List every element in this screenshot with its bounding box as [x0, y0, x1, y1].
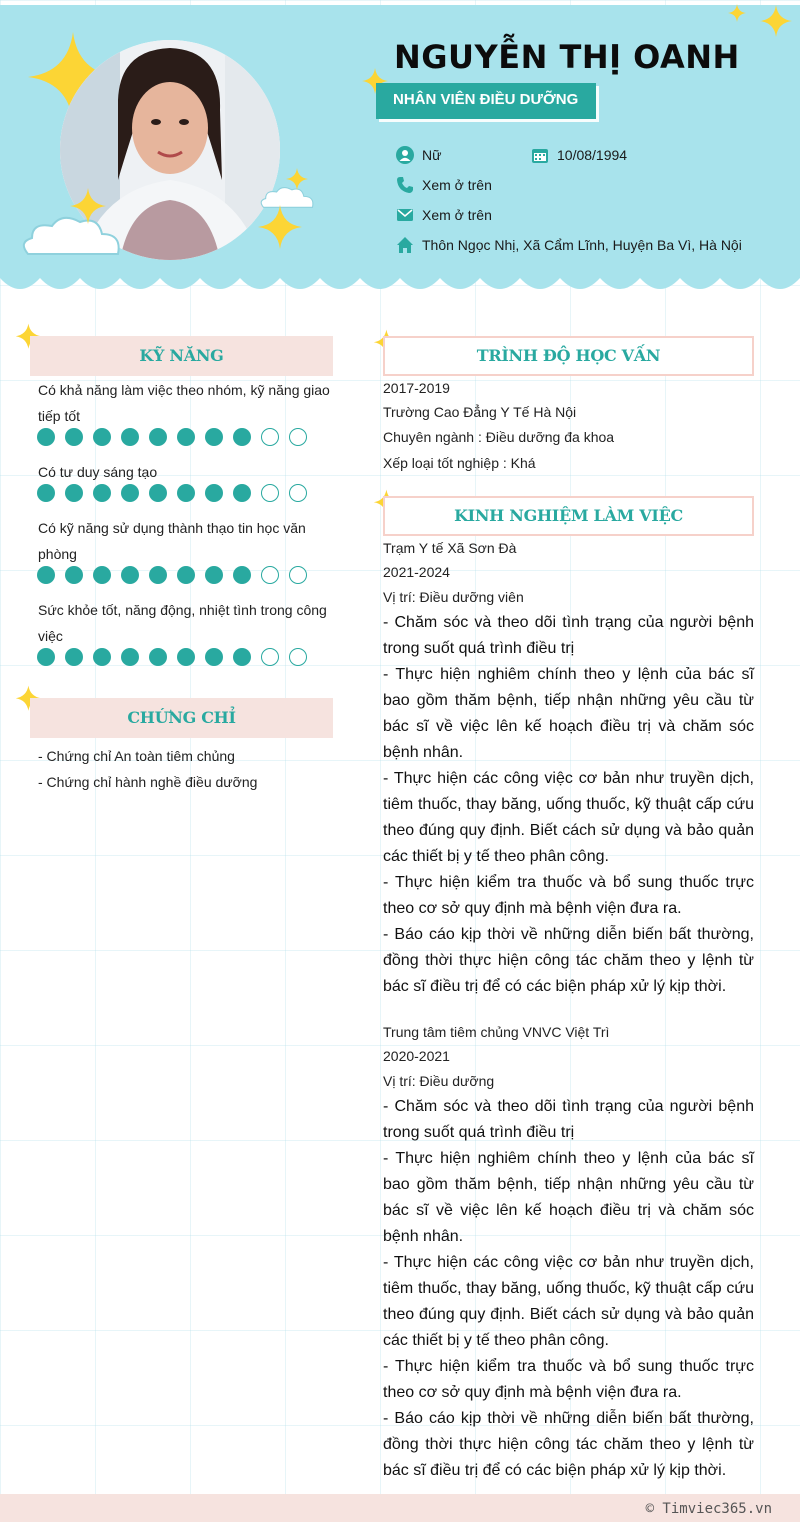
- rating-dot-filled: [149, 484, 167, 502]
- skill-1-line-1: Có khả năng làm việc theo nhóm, kỹ năng giao: [38, 382, 330, 398]
- rating-dot-empty: [261, 484, 279, 502]
- job-2-period: 2020-2021: [383, 1048, 450, 1064]
- sparkle-icon: [70, 188, 106, 224]
- job-2-duty: - Thực hiện các công việc cơ bản như truyền dịch, tiêm thuốc, thay băng, uống thuốc, kỹ thuật cấp cứu theo đúng quy định. Biết cách sử dụng và bảo quản các thiết bị y tế theo phân công.: [383, 1254, 754, 1349]
- email-value[interactable]: Xem ở trên: [422, 207, 492, 223]
- candidate-name: NGUYỄN THỊ OANH: [394, 38, 740, 76]
- rating-dot-filled: [37, 566, 55, 584]
- rating-dot-empty: [261, 566, 279, 584]
- certificate-item: - Chứng chỉ hành nghề điều dưỡng: [38, 774, 258, 790]
- rating-dot-filled: [121, 428, 139, 446]
- skill-1-line-2: tiếp tốt: [38, 408, 81, 424]
- birthday-value: 10/08/1994: [557, 147, 628, 163]
- rating-dot-filled: [121, 648, 139, 666]
- rating-dot-filled: [149, 428, 167, 446]
- calendar-icon: [531, 146, 549, 164]
- rating-dot-empty: [261, 648, 279, 666]
- rating-dot-filled: [65, 484, 83, 502]
- rating-dot-filled: [233, 484, 251, 502]
- rating-dot-filled: [177, 648, 195, 666]
- education-major: Chuyên ngành : Điều dưỡng đa khoa: [383, 429, 615, 445]
- job-2-duty: - Thực hiện kiểm tra thuốc và bổ sung thuốc trực theo cơ sở quy định mà bệnh viện đưa ra.: [383, 1358, 754, 1401]
- rating-dot-filled: [93, 484, 111, 502]
- footer-credit[interactable]: © Timviec365.vn: [645, 1501, 772, 1517]
- sparkle-icon: [760, 5, 792, 37]
- job-1-duty: - Chăm sóc và theo dõi tình trạng của người bệnh trong suốt quá trình điều trị: [383, 614, 754, 657]
- footer: [0, 1494, 800, 1522]
- job-2-company: Trung tâm tiêm chủng VNVC Việt Trì: [383, 1024, 610, 1040]
- sparkle-icon: [286, 168, 308, 190]
- header-scallop-edge: [0, 268, 800, 298]
- job-title: NHÂN VIÊN ĐIỀU DƯỠNG: [376, 83, 596, 119]
- phone-value[interactable]: Xem ở trên: [422, 177, 492, 193]
- education-title: TRÌNH ĐỘ HỌC VẤN: [383, 336, 754, 376]
- rating-dot-filled: [65, 428, 83, 446]
- job-1-duty: - Báo cáo kịp thời về những diễn biến bất thường, đồng thời thực hiện công tác chăm theo y lệnh từ bác sĩ điều trị để có các biện pháp xử lý kịp thời.: [383, 926, 754, 995]
- certificates-title: CHỨNG CHỈ: [30, 698, 333, 738]
- experience-title: KINH NGHIỆM LÀM VIỆC: [383, 496, 754, 536]
- rating-dot-filled: [233, 428, 251, 446]
- rating-dot-filled: [93, 648, 111, 666]
- user-icon: [396, 146, 414, 164]
- rating-dot-filled: [93, 428, 111, 446]
- rating-dot-filled: [149, 566, 167, 584]
- job-2-duty: - Thực hiện nghiêm chính theo y lệnh của bác sĩ bao gồm thăm bệnh, tiếp nhận những yêu cầu từ bác sĩ về việc lên kế hoạch điều trị và chăm sóc bệnh nhân.: [383, 1150, 754, 1245]
- rating-dot-filled: [205, 484, 223, 502]
- rating-dot-filled: [233, 648, 251, 666]
- skill-2-line-1: Có tư duy sáng tạo: [38, 464, 158, 480]
- rating-dot-empty: [289, 566, 307, 584]
- skill-4-line-2: việc: [38, 628, 63, 644]
- job-1-company: Trạm Y tế Xã Sơn Đà: [383, 540, 517, 556]
- rating-dot-filled: [205, 566, 223, 584]
- skill-3-line-1: Có kỹ năng sử dụng thành thạo tin học văn: [38, 520, 306, 536]
- rating-dot-filled: [37, 648, 55, 666]
- rating-dot-filled: [177, 428, 195, 446]
- gender-value: Nữ: [422, 147, 442, 163]
- rating-dot-filled: [233, 566, 251, 584]
- rating-dot-empty: [289, 648, 307, 666]
- job-1-duty: - Thực hiện các công việc cơ bản như truyền dịch, tiêm thuốc, thay băng, uống thuốc, kỹ thuật cấp cứu theo đúng quy định. Biết cách sử dụng và bảo quản các thiết bị y tế theo phân công.: [383, 770, 754, 865]
- rating-dot-filled: [121, 484, 139, 502]
- job-2-duty: - Chăm sóc và theo dõi tình trạng của người bệnh trong suốt quá trình điều trị: [383, 1098, 754, 1141]
- education-grade: Xếp loại tốt nghiệp : Khá: [383, 455, 536, 471]
- rating-dot-empty: [289, 484, 307, 502]
- rating-dot-filled: [65, 648, 83, 666]
- rating-dot-filled: [177, 484, 195, 502]
- address-value: Thôn Ngọc Nhị, Xã Cẩm Lĩnh, Huyện Ba Vì, Hà Nội: [422, 237, 742, 253]
- education-school: Trường Cao Đẳng Y Tế Hà Nội: [383, 404, 577, 420]
- job-1-duty: - Thực hiện nghiêm chính theo y lệnh của bác sĩ bao gồm thăm bệnh, tiếp nhận những yêu cầu từ bác sĩ về việc lên kế hoạch điều trị và chăm sóc bệnh nhân.: [383, 666, 754, 761]
- job-1-position: Vị trí: Điều dưỡng viên: [383, 589, 524, 605]
- rating-dot-empty: [261, 428, 279, 446]
- rating-dot-filled: [37, 484, 55, 502]
- skills-title: KỸ NĂNG: [30, 336, 333, 376]
- mail-icon: [396, 206, 414, 224]
- rating-dot-filled: [65, 566, 83, 584]
- skill-3-line-2: phòng: [38, 546, 77, 562]
- rating-dot-filled: [37, 428, 55, 446]
- education-period: 2017-2019: [383, 380, 450, 396]
- rating-dot-filled: [121, 566, 139, 584]
- certificate-item: - Chứng chỉ An toàn tiêm chủng: [38, 748, 235, 764]
- sparkle-icon: [258, 205, 302, 249]
- job-1-duty: - Thực hiện kiểm tra thuốc và bổ sung thuốc trực theo cơ sở quy định mà bệnh viện đưa ra.: [383, 874, 754, 917]
- skill-4-line-1: Sức khỏe tốt, năng động, nhiệt tình trong công: [38, 602, 327, 618]
- job-1-period: 2021-2024: [383, 564, 450, 580]
- job-2-position: Vị trí: Điều dưỡng: [383, 1073, 495, 1089]
- job-2-duty: - Báo cáo kịp thời về những diễn biến bất thường, đồng thời thực hiện công tác chăm theo y lệnh từ bác sĩ điều trị để có các biện pháp xử lý kịp thời.: [383, 1410, 754, 1479]
- rating-dot-filled: [177, 566, 195, 584]
- rating-dot-filled: [149, 648, 167, 666]
- rating-dot-empty: [289, 428, 307, 446]
- home-icon: [396, 236, 414, 254]
- rating-dot-filled: [205, 648, 223, 666]
- sparkle-icon: [728, 4, 746, 22]
- phone-icon: [396, 176, 414, 194]
- rating-dot-filled: [93, 566, 111, 584]
- rating-dot-filled: [205, 428, 223, 446]
